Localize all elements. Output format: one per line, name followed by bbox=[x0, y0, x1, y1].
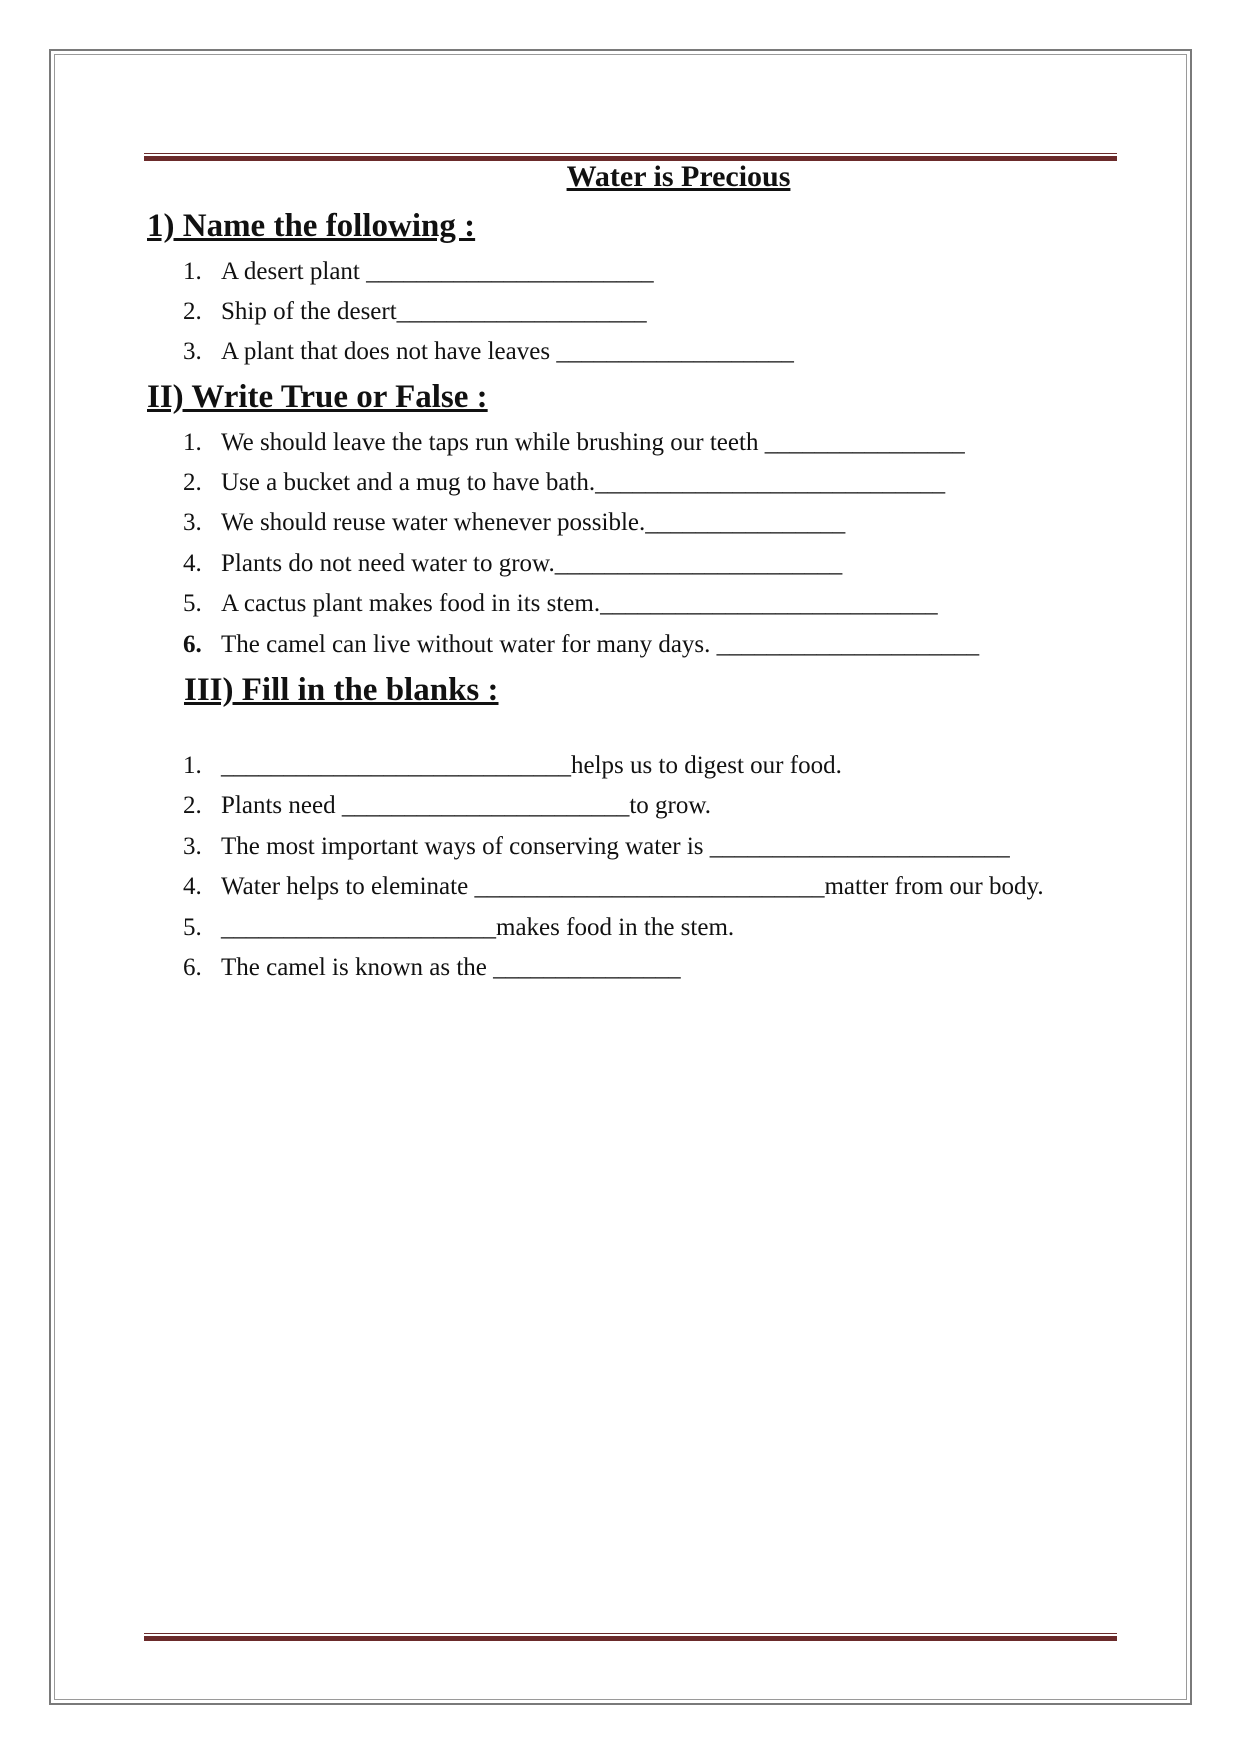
list-item bbox=[183, 873, 1044, 901]
list-item bbox=[183, 914, 734, 942]
item-number: 6. bbox=[183, 954, 202, 981]
section-heading-fill-blanks: III) Fill in the blanks : bbox=[184, 672, 499, 708]
item-number: 4. bbox=[183, 873, 202, 900]
item-text: Plants do not need water to grow._______________________ bbox=[221, 550, 843, 577]
list-item bbox=[183, 258, 654, 286]
item-text: The camel is known as the _______________ bbox=[221, 954, 681, 981]
item-number: 5. bbox=[183, 914, 202, 941]
footer-rule bbox=[144, 1633, 1117, 1641]
item-text: Ship of the desert____________________ bbox=[221, 298, 647, 325]
item-number: 4. bbox=[183, 550, 202, 577]
list-item bbox=[183, 752, 842, 780]
item-number: 2. bbox=[183, 469, 202, 496]
section-heading-name: 1) Name the following : bbox=[147, 208, 476, 244]
list-item bbox=[183, 509, 845, 537]
item-text: Water helps to eleminate ____________________________matter from our body. bbox=[221, 873, 1044, 900]
list-item bbox=[183, 429, 965, 457]
item-text: The most important ways of conserving water is ________________________ bbox=[221, 833, 1010, 860]
list-item bbox=[183, 631, 979, 659]
item-number: 2. bbox=[183, 792, 202, 819]
item-number: 6. bbox=[183, 631, 202, 658]
worksheet-title-row bbox=[0, 160, 1241, 194]
item-text: A plant that does not have leaves ___________________ bbox=[221, 338, 794, 365]
item-text: We should leave the taps run while brushing our teeth ________________ bbox=[221, 429, 965, 456]
item-text: A cactus plant makes food in its stem.___________________________ bbox=[221, 590, 938, 617]
item-text: The camel can live without water for many days. _____________________ bbox=[221, 631, 980, 658]
list-item bbox=[183, 833, 1010, 861]
list-item bbox=[183, 792, 711, 820]
item-number: 3. bbox=[183, 833, 202, 860]
item-text: ____________________________helps us to digest our food. bbox=[221, 752, 842, 779]
item-number: 3. bbox=[183, 338, 202, 365]
list-item bbox=[183, 550, 842, 578]
list-item bbox=[183, 954, 681, 982]
item-number: 3. bbox=[183, 509, 202, 536]
list-item bbox=[183, 590, 938, 618]
section-heading-true-false: II) Write True or False : bbox=[147, 379, 488, 415]
item-number: 1. bbox=[183, 258, 202, 285]
worksheet-title: Water is Precious bbox=[566, 160, 791, 193]
item-text: We should reuse water whenever possible.________________ bbox=[221, 509, 846, 536]
item-text: Plants need _______________________to grow. bbox=[221, 792, 712, 819]
item-text: Use a bucket and a mug to have bath.____________________________ bbox=[221, 469, 946, 496]
item-text: ______________________makes food in the stem. bbox=[221, 914, 735, 941]
list-item bbox=[183, 338, 794, 366]
item-text: A desert plant _______________________ bbox=[221, 258, 654, 285]
item-number: 1. bbox=[183, 752, 202, 779]
list-item bbox=[183, 469, 945, 497]
item-number: 2. bbox=[183, 298, 202, 325]
list-item bbox=[183, 298, 647, 326]
item-number: 1. bbox=[183, 429, 202, 456]
item-number: 5. bbox=[183, 590, 202, 617]
